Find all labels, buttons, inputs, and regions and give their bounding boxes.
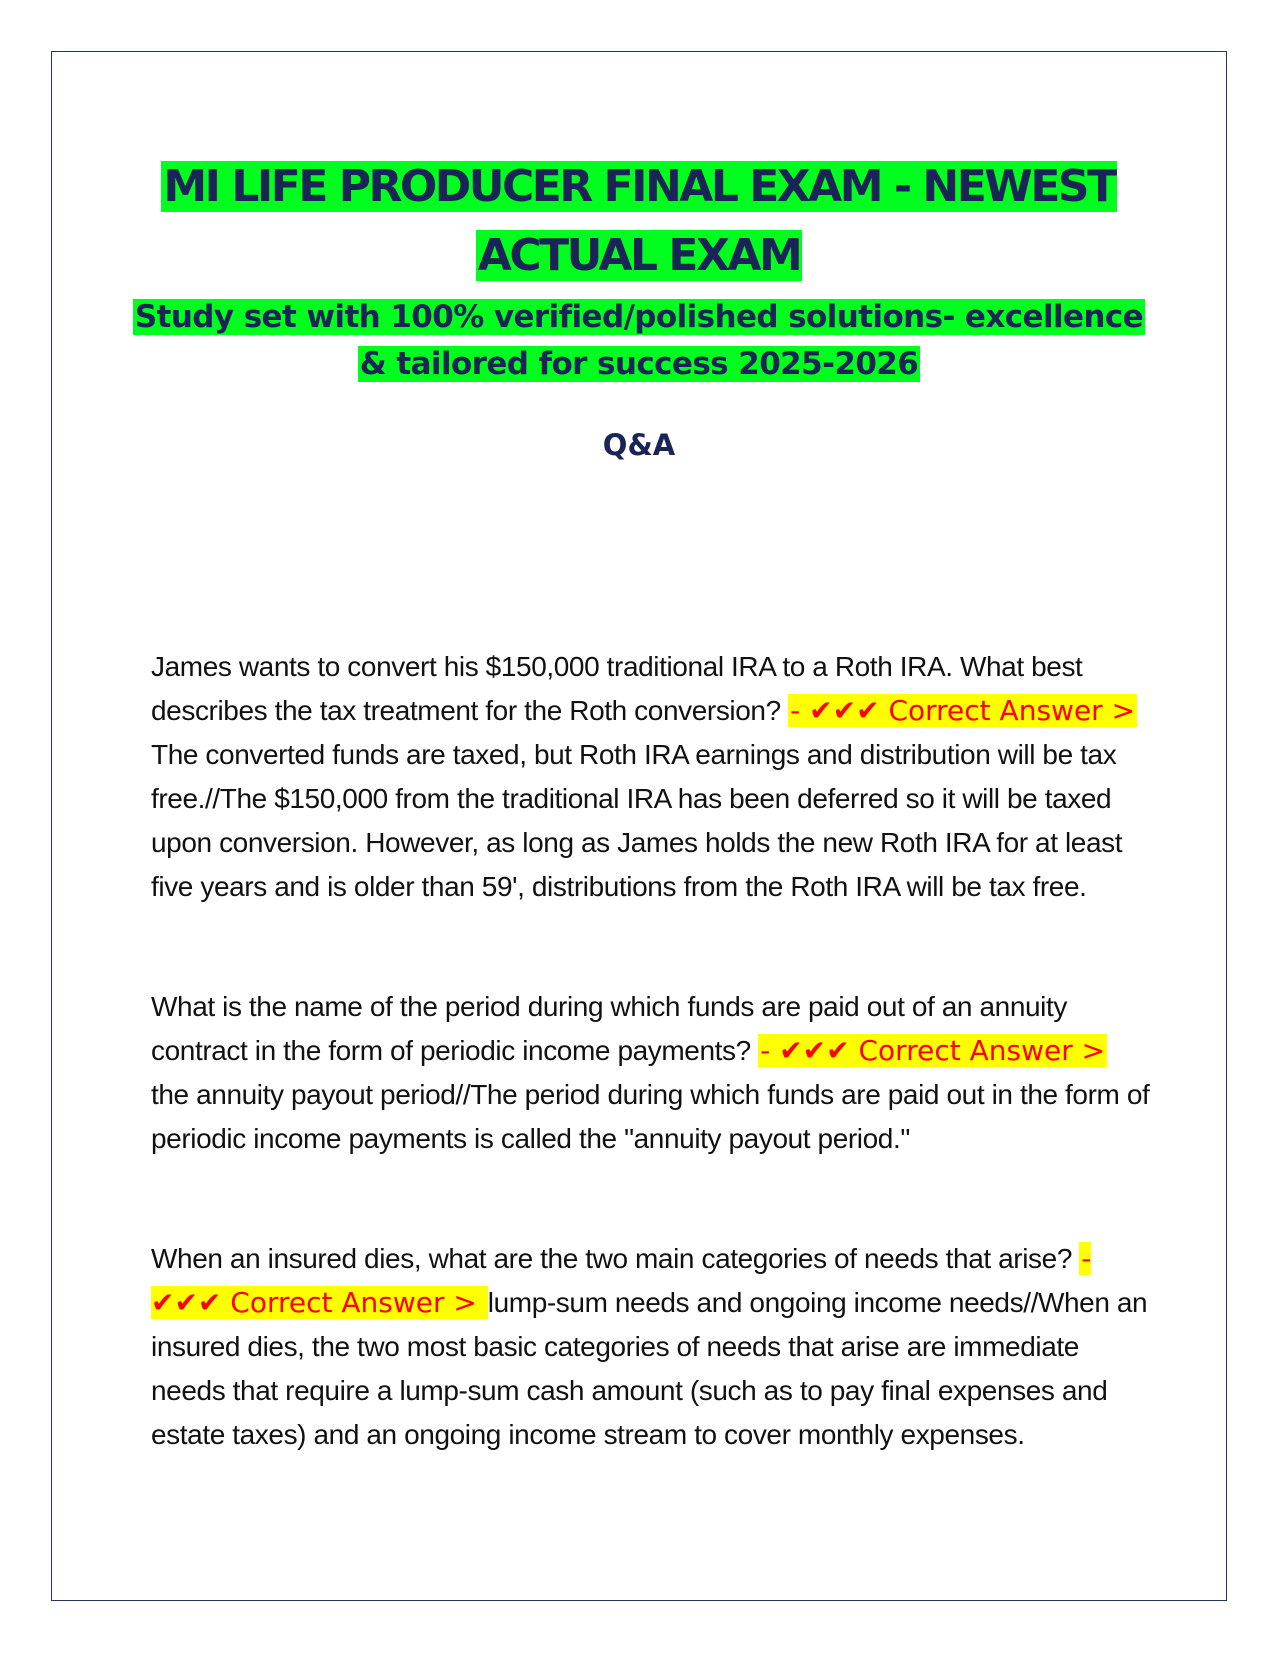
marker-label: Correct Answer > (849, 1034, 1106, 1067)
question-text: James wants to convert his $150,000 traditional IRA to a Roth IRA. What best describes the tax treatment for the Roth conversion? (151, 651, 1083, 726)
subtitle-line-1: Study set with 100% verified/polished solutions- excellence (134, 299, 1144, 335)
question-text: When an insured dies, what are the two main categories of needs that arise? (151, 1243, 1080, 1274)
document-title (52, 152, 1226, 290)
qa-item (151, 645, 1151, 909)
qa-list (151, 645, 1151, 1533)
marker-dash: - (1081, 1242, 1092, 1275)
answer-text: The converted funds are taxed, but Roth IRA earnings and distribution will be tax free.//The $150,000 from the traditional IRA has been deferred so it will be taxed upon conversion. However, as long as James holds the new Roth IRA for at least five years and is older than 59', distributions from the Roth IRA will be tax free. (151, 739, 1123, 902)
subtitle-line-2: & tailored for success 2025-2026 (359, 346, 919, 382)
correct-answer-marker (758, 1034, 1107, 1067)
answer-text: the annuity payout period//The period during which funds are paid out in the form of periodic income payments is called the "annuity payout period." (151, 1079, 1150, 1154)
document-subtitle (52, 294, 1226, 388)
title-block (52, 152, 1226, 462)
document-page (51, 51, 1227, 1601)
checkmark-icon: ✔✔✔ (809, 694, 880, 727)
checkmark-icon: ✔✔✔ (779, 1034, 850, 1067)
answer-text: lump-sum needs and ongoing income needs//When an insured dies, the two most basic categories of needs that arise are immediate needs that require a lump-sum cash amount (such as to pay final expenses and estate taxes) and an ongoing income stream to cover monthly expenses. (151, 1287, 1148, 1450)
qa-item (151, 1237, 1151, 1457)
section-label: Q&A (602, 428, 676, 462)
marker-label: Correct Answer > (879, 694, 1136, 727)
marker-dash: - (790, 694, 810, 727)
marker-dash: - (760, 1034, 780, 1067)
title-line-2: ACTUAL EXAM (477, 230, 801, 281)
qa-item (151, 985, 1151, 1161)
correct-answer-marker (788, 694, 1137, 727)
title-line-1: MI LIFE PRODUCER FINAL EXAM - NEWEST (163, 161, 1115, 212)
question-text: What is the name of the period during which funds are paid out of an annuity contract in the form of periodic income payments? (151, 991, 1067, 1066)
marker-label: Correct Answer > (221, 1286, 486, 1319)
checkmark-icon: ✔✔✔ (151, 1286, 222, 1319)
